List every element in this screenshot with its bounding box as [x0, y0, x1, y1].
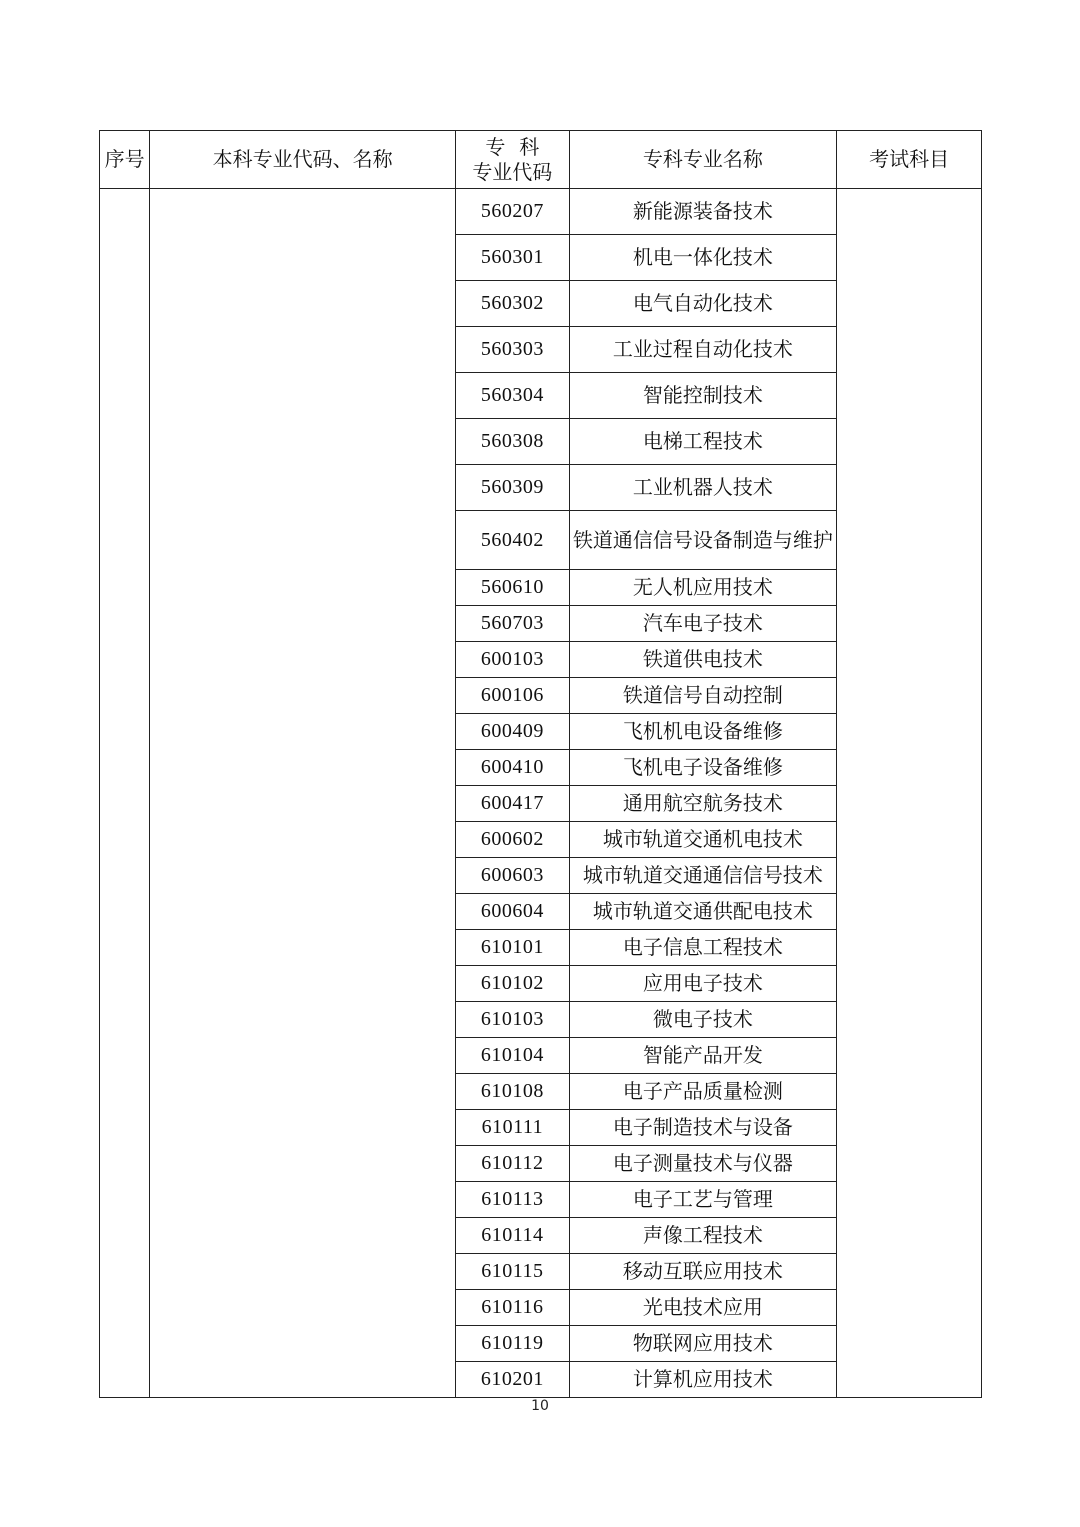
major-name-cell: 铁道通信信号设备制造与维护: [569, 511, 837, 570]
major-name-cell: 智能控制技术: [569, 373, 837, 419]
header-seq: 序号: [100, 131, 150, 189]
majors-table: [99, 130, 982, 1398]
major-code-cell: 610101: [456, 930, 570, 966]
major-code-cell: 610104: [456, 1038, 570, 1074]
major-name-cell: 飞机电子设备维修: [569, 750, 837, 786]
major-name-cell: 铁道供电技术: [569, 642, 837, 678]
major-code-cell: 610115: [456, 1254, 570, 1290]
major-name-cell: 移动互联应用技术: [569, 1254, 837, 1290]
major-name-cell: 工业机器人技术: [569, 465, 837, 511]
header-code-line2: 专业代码: [472, 159, 553, 184]
major-code-cell: 610113: [456, 1182, 570, 1218]
major-code-cell: 560402: [456, 511, 570, 570]
bachelor-cell: [150, 189, 456, 1398]
header-name: 专科专业名称: [569, 131, 837, 189]
major-name-cell: 电子信息工程技术: [569, 930, 837, 966]
major-code-cell: 610108: [456, 1074, 570, 1110]
major-name-cell: 无人机应用技术: [569, 570, 837, 606]
major-name-cell: 城市轨道交通供配电技术: [569, 894, 837, 930]
major-name-cell: 城市轨道交通通信信号技术: [569, 858, 837, 894]
major-code-cell: 610201: [456, 1362, 570, 1398]
header-row: [100, 131, 982, 189]
header-code: [456, 131, 570, 189]
major-name-cell: 声像工程技术: [569, 1218, 837, 1254]
exam-cell: [837, 189, 982, 1398]
major-name-cell: 飞机机电设备维修: [569, 714, 837, 750]
header-code-line1: 专科: [485, 134, 554, 159]
major-code-cell: 610112: [456, 1146, 570, 1182]
major-name-cell: 机电一体化技术: [569, 235, 837, 281]
major-name-cell: 智能产品开发: [569, 1038, 837, 1074]
major-code-cell: 600409: [456, 714, 570, 750]
major-code-cell: 600106: [456, 678, 570, 714]
major-code-cell: 560703: [456, 606, 570, 642]
major-code-cell: 610114: [456, 1218, 570, 1254]
major-code-cell: 560308: [456, 419, 570, 465]
header-exam: 考试科目: [837, 131, 982, 189]
major-name-cell: 通用航空航务技术: [569, 786, 837, 822]
major-code-cell: 600410: [456, 750, 570, 786]
major-code-cell: 610116: [456, 1290, 570, 1326]
major-code-cell: 560309: [456, 465, 570, 511]
major-name-cell: 电子产品质量检测: [569, 1074, 837, 1110]
major-name-cell: 微电子技术: [569, 1002, 837, 1038]
major-name-cell: 新能源装备技术: [569, 189, 837, 235]
table-row: [100, 189, 982, 235]
major-code-cell: 560207: [456, 189, 570, 235]
major-code-cell: 560304: [456, 373, 570, 419]
major-name-cell: 光电技术应用: [569, 1290, 837, 1326]
major-name-cell: 城市轨道交通机电技术: [569, 822, 837, 858]
major-code-cell: 600603: [456, 858, 570, 894]
major-code-cell: 610102: [456, 966, 570, 1002]
major-code-cell: 600417: [456, 786, 570, 822]
major-name-cell: 电气自动化技术: [569, 281, 837, 327]
major-name-cell: 应用电子技术: [569, 966, 837, 1002]
major-name-cell: 铁道信号自动控制: [569, 678, 837, 714]
table-body: [100, 189, 982, 1398]
major-code-cell: 560301: [456, 235, 570, 281]
major-name-cell: 电子工艺与管理: [569, 1182, 837, 1218]
major-name-cell: 物联网应用技术: [569, 1326, 837, 1362]
major-name-cell: 电梯工程技术: [569, 419, 837, 465]
major-code-cell: 610111: [456, 1110, 570, 1146]
major-code-cell: 610103: [456, 1002, 570, 1038]
major-name-cell: 电子测量技术与仪器: [569, 1146, 837, 1182]
major-code-cell: 560610: [456, 570, 570, 606]
major-name-cell: 汽车电子技术: [569, 606, 837, 642]
seq-cell: [100, 189, 150, 1398]
major-code-cell: 600103: [456, 642, 570, 678]
major-code-cell: 560302: [456, 281, 570, 327]
page-number: 10: [531, 1398, 549, 1414]
header-bachelor: 本科专业代码、名称: [150, 131, 456, 189]
major-code-cell: 600604: [456, 894, 570, 930]
major-code-cell: 610119: [456, 1326, 570, 1362]
major-name-cell: 电子制造技术与设备: [569, 1110, 837, 1146]
major-name-cell: 计算机应用技术: [569, 1362, 837, 1398]
major-code-cell: 560303: [456, 327, 570, 373]
major-name-cell: 工业过程自动化技术: [569, 327, 837, 373]
major-code-cell: 600602: [456, 822, 570, 858]
